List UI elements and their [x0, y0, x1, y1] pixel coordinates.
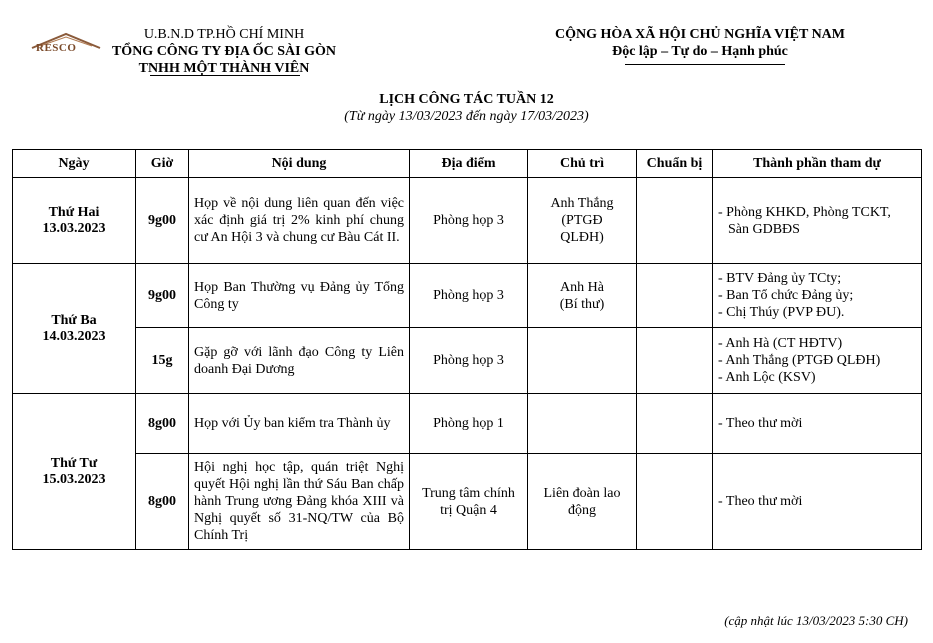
schedule-table: [12, 149, 922, 550]
content-cell: Gặp gỡ với lãnh đạo Công ty Liên doanh Đại Dương: [189, 328, 410, 394]
time-cell: 9g00: [136, 264, 189, 328]
content-cell: Họp về nội dung liên quan đến việc xác định giá trị 2% kinh phí chung cư An Hội 3 và chung cư Bàu Cát II.: [189, 178, 410, 264]
national-header: [520, 26, 880, 60]
prep-cell: [637, 328, 713, 394]
header-time: Giờ: [136, 150, 189, 178]
header-content: Nội dung: [189, 150, 410, 178]
header-attendees: Thành phần tham dự: [713, 150, 922, 178]
table-row: [13, 394, 922, 454]
location-cell: Trung tâm chính trị Quận 4: [410, 454, 528, 550]
org-line-2: TỔNG CÔNG TY ĐỊA ỐC SÀI GÒN: [111, 44, 337, 59]
day-cell: Thứ Ba 14.03.2023: [13, 264, 136, 394]
location-cell: Phòng họp 3: [410, 178, 528, 264]
day-cell: Thứ Tư 15.03.2023: [13, 394, 136, 550]
time-cell: 9g00: [136, 178, 189, 264]
nation-divider: [625, 64, 785, 65]
table-row: [13, 454, 922, 550]
table-row: [13, 264, 922, 328]
prep-cell: [637, 394, 713, 454]
org-divider: [150, 75, 300, 76]
location-cell: Phòng họp 1: [410, 394, 528, 454]
header-chair: Chủ trì: [528, 150, 637, 178]
prep-cell: [637, 178, 713, 264]
document-subtitle: (Từ ngày 13/03/2023 đến ngày 17/03/2023): [344, 109, 589, 124]
nation-line-2: Độc lập – Tự do – Hạnh phúc: [612, 44, 788, 59]
org-line-1: U.B.N.D TP.HỒ CHÍ MINH: [143, 27, 305, 42]
time-cell: 8g00: [136, 394, 189, 454]
time-cell: 15g: [136, 328, 189, 394]
content-cell: Họp với Ủy ban kiểm tra Thành ủy: [189, 394, 410, 454]
day-cell: Thứ Hai 13.03.2023: [13, 178, 136, 264]
content-cell: Họp Ban Thường vụ Đảng ủy Tổng Công ty: [189, 264, 410, 328]
content-cell: Hội nghị học tập, quán triệt Nghị quyết Hội nghị lần thứ Sáu Ban chấp hành Trung ương Đảng khóa XIII và Nghị quyết số 31-NQ/TW của Bộ Chính Trị: [189, 454, 410, 550]
header-day: Ngày: [13, 150, 136, 178]
chair-cell: [528, 328, 637, 394]
attendees-cell: - Theo thư mời: [713, 394, 922, 454]
chair-cell: Liên đoàn lao động: [528, 454, 637, 550]
update-timestamp: (cập nhật lúc 13/03/2023 5:30 CH): [724, 613, 908, 628]
chair-cell: Anh Thắng (PTGĐ QLĐH): [528, 178, 637, 264]
attendees-cell: - Theo thư mời: [713, 454, 922, 550]
attendees-cell: - Anh Hà (CT HĐTV) - Anh Thắng (PTGĐ QLĐH) - Anh Lộc (KSV): [713, 328, 922, 394]
chair-cell: Anh Hà (Bí thư): [528, 264, 637, 328]
location-cell: Phòng họp 3: [410, 264, 528, 328]
chair-cell: [528, 394, 637, 454]
location-cell: Phòng họp 3: [410, 328, 528, 394]
attendees-cell: - BTV Đảng ủy TCty; - Ban Tổ chức Đảng ủy; - Chị Thúy (PVP ĐU).: [713, 264, 922, 328]
organization-header: [108, 26, 340, 77]
table-row: [13, 178, 922, 264]
header-prep: Chuẩn bị: [637, 150, 713, 178]
header-location: Địa điểm: [410, 150, 528, 178]
prep-cell: [637, 264, 713, 328]
time-cell: 8g00: [136, 454, 189, 550]
org-line-3: TNHH MỘT THÀNH VIÊN: [138, 61, 310, 76]
nation-line-1: CỘNG HÒA XÃ HỘI CHỦ NGHĨA VIỆT NAM: [554, 27, 845, 42]
prep-cell: [637, 454, 713, 550]
logo-text: RESCO: [36, 42, 77, 54]
table-header-row: [13, 150, 922, 178]
table-row: [13, 328, 922, 394]
attendees-cell: - Phòng KHKD, Phòng TCKT, Sàn GDBĐS: [713, 178, 922, 264]
document-title: LỊCH CÔNG TÁC TUẦN 12: [379, 92, 554, 107]
